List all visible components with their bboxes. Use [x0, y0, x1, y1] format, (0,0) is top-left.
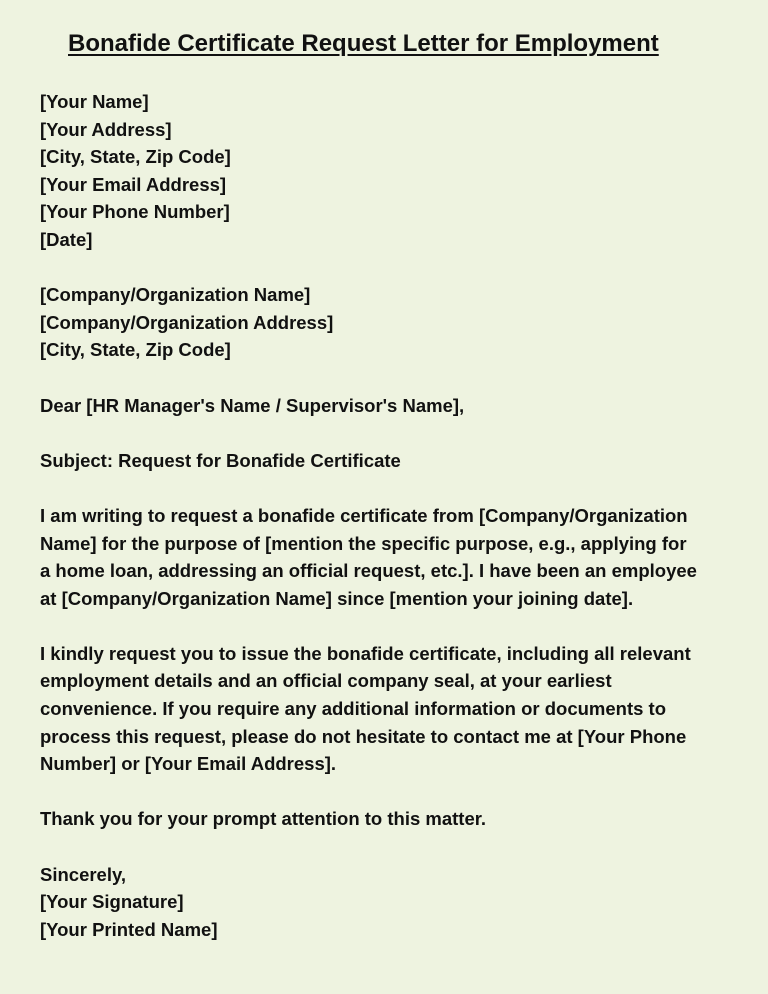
spacer	[40, 419, 740, 447]
spacer	[40, 364, 740, 392]
subject-line: Subject: Request for Bonafide Certificate	[40, 449, 401, 471]
paragraph-line: a home loan, addressing an official request, etc.]. I have been an employee	[40, 560, 697, 582]
body-paragraph-2	[40, 640, 740, 778]
printed-name-placeholder: [Your Printed Name]	[40, 918, 218, 940]
spacer	[40, 62, 740, 88]
spacer	[40, 833, 740, 861]
paragraph-line: employment details and an official company seal, at your earliest	[40, 670, 612, 692]
sign-off: Sincerely,	[40, 863, 127, 885]
paragraph-line: at [Company/Organization Name] since [mention your joining date].	[40, 587, 634, 609]
sender-name: [Your Name]	[40, 91, 149, 112]
signature-placeholder: [Your Signature]	[40, 891, 184, 913]
closing-block	[40, 861, 740, 944]
paragraph-line: I am writing to request a bonafide certificate from [Company/Organization	[40, 504, 688, 526]
paragraph-line: Number] or [Your Email Address].	[40, 753, 337, 775]
paragraph-line: convenience. If you require any additional information or documents to	[40, 698, 667, 720]
body-paragraph-3: Thank you for your prompt attention to this matter.	[40, 808, 487, 830]
letter-title: Bonafide Certificate Request Letter for Employment	[68, 30, 659, 57]
salutation: Dear [HR Manager's Name / Supervisor's Name],	[40, 394, 465, 416]
body-paragraph-1	[40, 502, 740, 612]
recipient-block	[40, 281, 740, 364]
sender-address: [Your Address]	[40, 118, 172, 140]
spacer	[40, 474, 740, 502]
sender-city-state-zip: [City, State, Zip Code]	[40, 146, 231, 168]
spacer	[40, 612, 740, 640]
sender-block	[40, 88, 740, 254]
paragraph-line: I kindly request you to issue the bonafide certificate, including all relevant	[40, 642, 691, 664]
letter-date: [Date]	[40, 228, 93, 250]
sender-phone: [Your Phone Number]	[40, 201, 230, 223]
spacer	[40, 778, 740, 806]
spacer	[40, 254, 740, 282]
sender-email: [Your Email Address]	[40, 173, 227, 195]
recipient-company-name: [Company/Organization Name]	[40, 284, 311, 306]
paragraph-line: Name] for the purpose of [mention the specific purpose, e.g., applying for	[40, 532, 687, 554]
recipient-company-address: [Company/Organization Address]	[40, 311, 334, 333]
recipient-city-state-zip: [City, State, Zip Code]	[40, 339, 231, 361]
paragraph-line: process this request, please do not hesitate to contact me at [Your Phone	[40, 725, 687, 747]
